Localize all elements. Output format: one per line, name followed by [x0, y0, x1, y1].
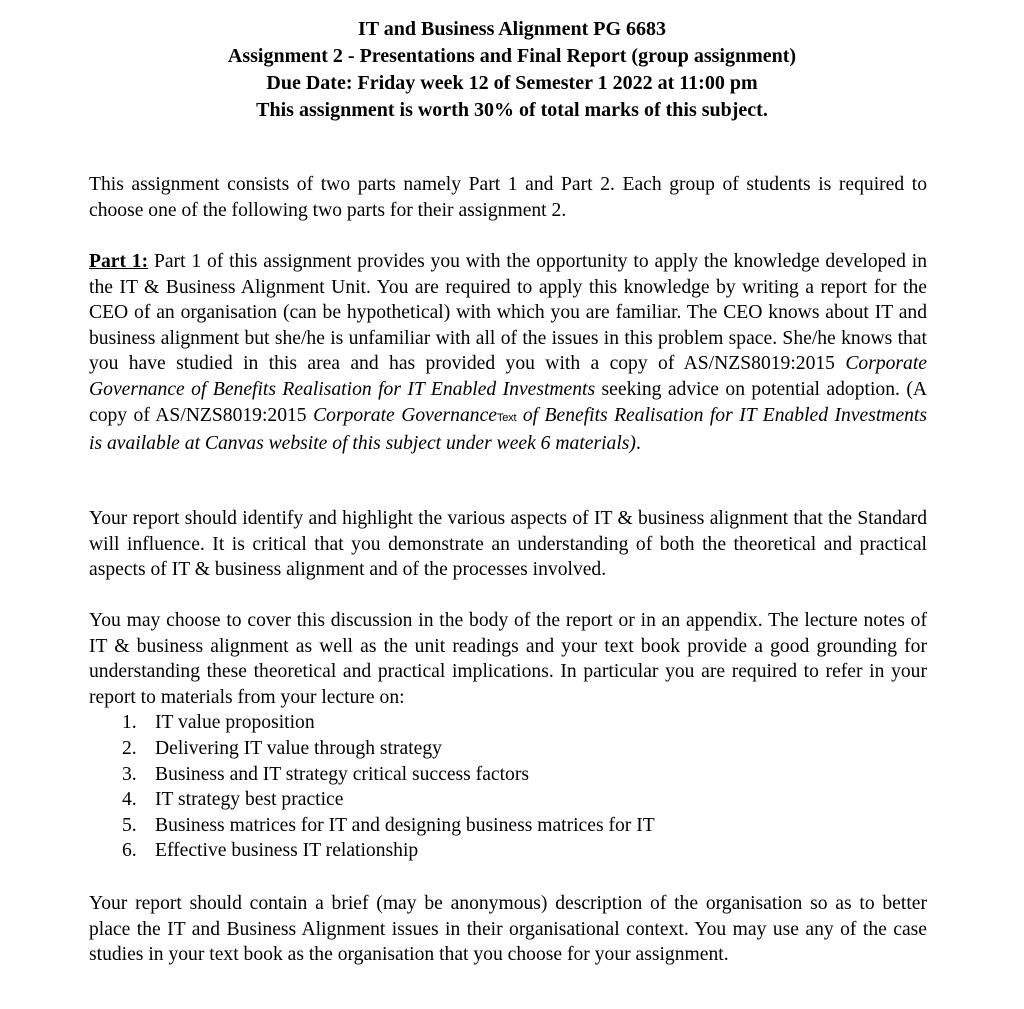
list-number: 3. — [122, 763, 137, 785]
list-text: Delivering IT value through strategy — [155, 737, 442, 759]
list-text: IT value proposition — [155, 712, 315, 734]
assignment-title: Assignment 2 - Presentations and Final Report (group assignment) — [227, 45, 797, 67]
part1-text-c: . — [635, 433, 641, 455]
text-cursor-label: Text — [496, 411, 517, 424]
list-number: 6. — [122, 840, 137, 862]
list-item — [89, 787, 927, 813]
due-date: Due Date: Friday week 12 of Semester 1 2022 at 11:00 pm — [266, 72, 758, 94]
lecture-topics-list — [89, 710, 927, 864]
intro-text: This assignment consists of two parts namely Part 1 and Part 2. Each group of students is required to choose one of the following two parts for their assignment 2. — [89, 174, 927, 221]
list-number: 4. — [122, 789, 137, 811]
list-item — [89, 813, 927, 839]
alignment-text: Your report should identify and highlight the various aspects of IT & business alignment that the Standard will influence. It is critical that you demonstrate an understanding of both the theoretical and practical aspects of IT & business alignment and of the processes involved. — [89, 508, 927, 581]
list-text: Business matrices for IT and designing business matrices for IT — [155, 814, 655, 836]
list-item — [89, 762, 927, 788]
list-number: 2. — [122, 737, 137, 759]
standard-title-italic-2b: of Benefits Realisation for IT Enabled Investments is available at Canvas website of this subject under week 6 materials) — [89, 404, 928, 455]
standard-title-italic-2a: Corporate Governance — [313, 404, 497, 426]
standard-title-italic: Corporate Governance of Benefits Realisation for IT Enabled Investments — [89, 353, 927, 400]
organisation-text: Your report should contain a brief (may be anonymous) description of the organisation so as to better place the IT and Business Alignment issues in their organisational context. You may use any of the case studies in your text book as the organisation that you choose for your assignment. — [89, 893, 927, 966]
list-item — [89, 838, 927, 864]
list-item — [89, 736, 927, 762]
list-text: Business and IT strategy critical success factors — [155, 763, 529, 785]
part1-paragraph — [89, 249, 927, 457]
part1-text-a: Part 1 of this assignment provides you with the opportunity to apply the knowledge developed in the IT & Business Alignment Unit. You are required to apply this knowledge by writing a report for the CEO of an organisation (can be hypothetical) with which you are familiar. The CEO knows about IT and business alignment but she/he is unfamiliar with all of the issues in this problem space. She/he knows that you have studied in this area and has provided you with a copy of AS/NZS8019:2015 — [89, 251, 927, 375]
discussion-text: You may choose to cover this discussion in the body of the report or in an appendix. The lecture notes of IT & business alignment as well as the unit readings and your text book provide a good grounding for understanding these theoretical and practical implications. In particular you are required to refer in your report to materials from your lecture on: — [89, 610, 927, 708]
part1-text — [89, 249, 927, 457]
course-title: IT and Business Alignment PG 6683 — [357, 18, 667, 40]
list-number: 5. — [122, 814, 137, 836]
list-item — [89, 710, 927, 736]
list-text: Effective business IT relationship — [155, 840, 419, 862]
intro-paragraph — [89, 172, 927, 223]
alignment-paragraph — [89, 506, 927, 583]
organisation-paragraph — [89, 891, 927, 968]
list-text: IT strategy best practice — [155, 789, 344, 811]
discussion-paragraph — [89, 608, 927, 864]
document-header — [0, 16, 1024, 124]
assignment-weight: This assignment is worth 30% of total marks of this subject. — [256, 99, 768, 121]
part1-heading: Part 1: — [89, 251, 149, 272]
list-number: 1. — [122, 712, 137, 734]
part1-text-b: seeking advice on potential adoption. (A copy of AS/NZS8019:2015 — [89, 378, 927, 426]
